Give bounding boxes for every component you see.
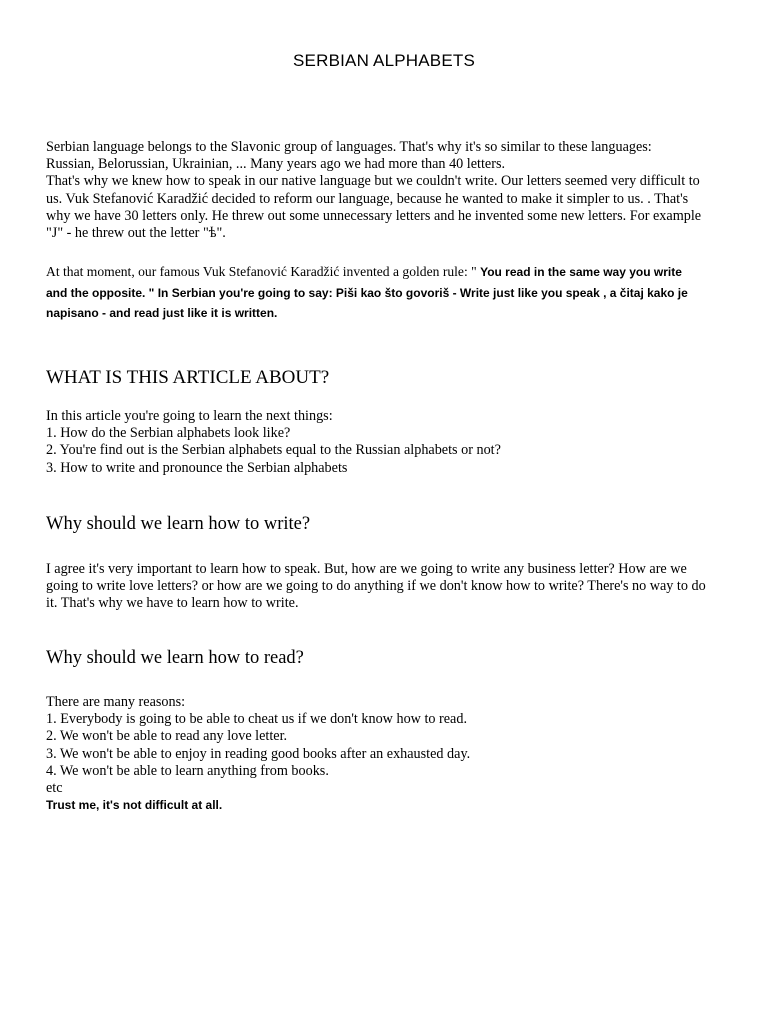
intro-line: Serbian language belongs to the Slavonic group of languages. That's why it's so similar to these languages: — [46, 139, 652, 155]
list-item: 3. We won't be able to enjoy in reading good books after an exhausted day. — [46, 745, 471, 762]
section-heading-read: Why should we learn how to read? — [46, 648, 304, 668]
list-item: 4. We won't be able to learn anything from books. — [46, 762, 329, 779]
paragraph-line: it. That's why we have to learn how to write. — [46, 595, 299, 612]
section-heading-about: WHAT IS THIS ARTICLE ABOUT? — [46, 367, 330, 388]
golden-rule-lead: At that moment, our famous Vuk Stefanović Karadžić invented a golden rule: " — [46, 264, 481, 279]
list-item: 1. How do the Serbian alphabets look like? — [46, 425, 291, 442]
golden-rule-quote: You read in the same way you write — [480, 265, 682, 279]
paragraph-line: going to write love letters? or how are we going to do anything if we don't know how to write? There's no way to do — [46, 578, 706, 595]
list-item: In this article you're going to learn the next things: — [46, 408, 333, 424]
list-item: 2. You're find out is the Serbian alphabets equal to the Russian alphabets or not? — [46, 442, 501, 459]
paragraph-line: I agree it's very important to learn how to speak. But, how are we going to write any business letter? How are we — [46, 561, 687, 577]
intro-line: That's why we knew how to speak in our native language but we couldn't write. Our letters seemed very difficult to — [46, 173, 700, 190]
intro-line: Russian, Belorussian, Ukrainian, ... Many years ago we had more than 40 letters. — [46, 156, 506, 173]
section-read-body — [46, 694, 726, 814]
golden-rule-quote: napisano - and read just like it is written. — [46, 306, 278, 320]
list-item: 2. We won't be able to read any love letter. — [46, 728, 288, 745]
page-title: SERBIAN ALPHABETS — [293, 51, 475, 70]
section-about-body — [46, 408, 726, 477]
golden-rule-paragraph — [46, 262, 726, 324]
list-item: 1. Everybody is going to be able to cheat us if we don't know how to read. — [46, 711, 467, 728]
intro-line: us. Vuk Stefanović Karadžić decided to reform our language, because he wanted to make it simpler to us. . That's — [46, 190, 689, 207]
list-item: etc — [46, 780, 63, 797]
intro-line: why we have 30 letters only. He threw out some unnecessary letters and he invented some new letters. For example — [46, 207, 702, 224]
intro-line: "J" - he threw out the letter "ѣ". — [46, 225, 226, 242]
golden-rule-quote: and the opposite. " In Serbian you're going to say: Piši kao što govoriš - Write just like you speak , a čitaj kako je — [46, 285, 688, 300]
golden-rule-line — [46, 262, 726, 283]
list-item: 3. How to write and pronounce the Serbian alphabets — [46, 459, 348, 476]
list-item: There are many reasons: — [46, 694, 186, 710]
closing-note: Trust me, it's not difficult at all. — [46, 798, 223, 813]
intro-paragraph — [46, 139, 726, 242]
section-heading-write: Why should we learn how to write? — [46, 514, 311, 534]
section-write-body — [46, 561, 726, 613]
